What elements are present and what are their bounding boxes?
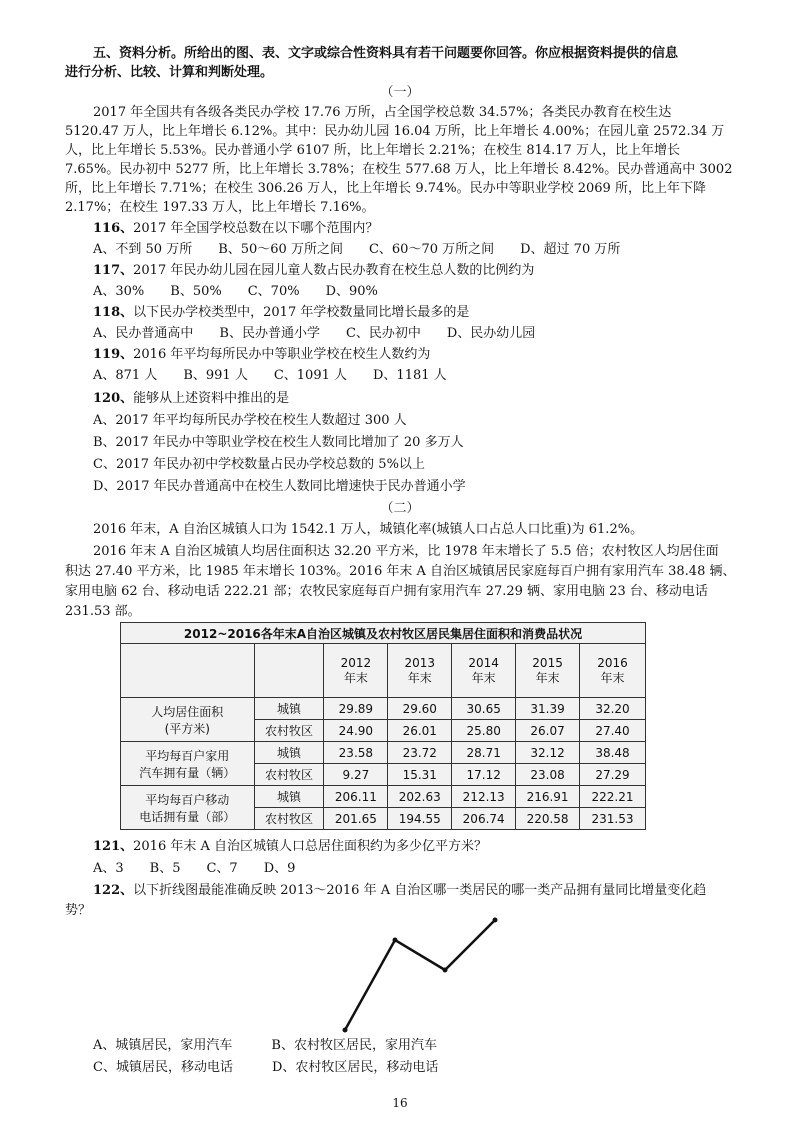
- table-cell: 26.07: [516, 720, 580, 742]
- question-118: [93, 304, 469, 322]
- table-cell: 17.12: [452, 764, 516, 786]
- year-label: 2013: [404, 655, 436, 670]
- table-cell: 29.60: [388, 698, 452, 720]
- table-cell: 32.20: [580, 698, 646, 720]
- part1-para-line: 2.17%；在校生 197.33 万人，比上年增长 7.16%。: [65, 200, 375, 215]
- row-group-label: [121, 786, 255, 830]
- table-cell: 216.91: [516, 786, 580, 808]
- table-cell: 31.39: [516, 698, 580, 720]
- part1-para-line: 7.65%。民办初中 5277 所，比上年增长 3.78%；在校生 577.68 万人，比上年增长 8.42%。民办普通高中 3002: [65, 162, 733, 177]
- trend-line-chart: [330, 910, 510, 1040]
- part2-para1: 2016 年末，A 自治区城镇人口为 1542.1 万人，城镇化率(城镇人口占总人口比重)为 61.2%。: [93, 522, 644, 537]
- table-cell: 220.58: [516, 808, 580, 830]
- part2-para-line: 积达 27.40 平方米，比 1985 年末增长 103%。2016 年末 A 自治区城镇居民家庭每百户拥有家用汽车 38.48 辆、: [65, 564, 736, 579]
- table-header-year: [452, 644, 516, 698]
- question-122-options-row1: A、城镇居民，家用汽车 B、农村牧区居民，家用汽车: [93, 1038, 437, 1053]
- year-suffix: 年末: [407, 670, 432, 685]
- table-cell: 23.08: [516, 764, 580, 786]
- row-sub-label: 城镇: [254, 786, 324, 808]
- table-cell: 201.65: [324, 808, 388, 830]
- question-number: 119、: [93, 347, 134, 362]
- question-116-options: A、不到 50 万所 B、50～60 万所之间 C、60～70 万所之间 D、超过 70 万所: [93, 242, 621, 257]
- year-suffix: 年末: [600, 670, 625, 685]
- year-label: 2015: [532, 655, 563, 670]
- table-cell: 23.58: [324, 742, 388, 764]
- trend-point: [343, 1028, 348, 1033]
- year-suffix: 年末: [343, 670, 368, 685]
- table-cell: 9.27: [324, 764, 388, 786]
- row-group-label: [121, 742, 255, 786]
- question-text: 能够从上述资料中推出的是: [133, 391, 290, 406]
- table-header-year: [388, 644, 452, 698]
- table-header-year: [580, 644, 646, 698]
- table-header-empty: [121, 644, 255, 698]
- year-suffix: 年末: [535, 670, 560, 685]
- row-group-line: 平均每百户家用: [145, 748, 230, 763]
- table-cell: 194.55: [388, 808, 452, 830]
- trend-point: [493, 918, 498, 923]
- table-cell: 212.13: [452, 786, 516, 808]
- question-number: 117、: [93, 263, 134, 278]
- part1-para-line: 人，比上年增长 5.53%。民办普通小学 6107 所，比上年增长 2.21%；在校生 814.17 万人，比上年增长: [65, 143, 680, 158]
- table-cell: 27.40: [580, 720, 646, 742]
- question-text: 2016 年末 A 自治区城镇人口总居住面积约为多少亿平方米？: [133, 839, 488, 854]
- table-header-row: [121, 644, 646, 698]
- table-header-year: [516, 644, 580, 698]
- row-group-line: 平均每百户移动: [145, 792, 230, 807]
- question-122: [93, 882, 706, 900]
- question-120: [93, 390, 289, 408]
- table-cell: 29.89: [324, 698, 388, 720]
- trend-point: [393, 938, 398, 943]
- year-label: 2016: [597, 655, 628, 670]
- table-cell: 38.48: [580, 742, 646, 764]
- section-header-line1: 五、资料分析。所给出的图、表、文字或综合性资料具有若干问题要你回答。你应根据资料提供的信息: [93, 46, 679, 61]
- question-121-options: A、3 B、5 C、7 D、9: [93, 861, 296, 876]
- row-sub-label: 城镇: [254, 742, 324, 764]
- row-sub-label: 农村牧区: [254, 720, 324, 742]
- table-row: [121, 786, 646, 808]
- question-number: 121、: [93, 839, 134, 854]
- year-label: 2014: [468, 655, 499, 670]
- part2-para-line: 231.53 部。: [65, 604, 141, 619]
- trend-line: [345, 920, 495, 1030]
- question-120-option-b: B、2017 年民办中等职业学校在校生人数同比增加了 20 多万人: [93, 435, 464, 450]
- statistics-table: [120, 622, 646, 830]
- part1-label: （一）: [380, 85, 420, 100]
- question-number: 120、: [93, 391, 134, 406]
- question-text: 2017 年全国学校总数在以下哪个范围内？: [133, 221, 379, 236]
- table-cell: 28.71: [452, 742, 516, 764]
- question-text: 2016 年平均每所民办中等职业学校在校生人数约为: [133, 347, 431, 362]
- part2-para-line: 2016 年末 A 自治区城镇人均居住面积达 32.20 平方米，比 1978 年末增长了 5.5 倍；农村牧区人均居住面: [93, 544, 719, 559]
- table-cell: 222.21: [580, 786, 646, 808]
- row-group-line: 人均居住面积: [151, 704, 224, 719]
- question-122-text-continued: 势？: [65, 903, 92, 918]
- table-cell: 202.63: [388, 786, 452, 808]
- question-text: 以下民办学校类型中，2017 年学校数量同比增长最多的是: [133, 305, 470, 320]
- row-group-line: (平方米): [164, 721, 210, 736]
- table-cell: 27.29: [580, 764, 646, 786]
- part1-para-line: 2017 年全国共有各级各类民办学校 17.76 万所，占全国学校总数 34.57%；各类民办教育在校生达: [93, 105, 672, 120]
- row-group-line: 电话拥有量（部）: [139, 809, 236, 824]
- part2-para-line: 家用电脑 62 台、移动电话 222.21 部；农牧民家庭每百户拥有家用汽车 27.29 辆、家用电脑 23 台、移动电话: [65, 584, 708, 599]
- part1-para-line: 所，比上年增长 7.71%；在校生 306.26 万人，比上年增长 9.74%。民办中等职业学校 2069 所，比上年下降: [65, 181, 706, 196]
- row-sub-label: 农村牧区: [254, 764, 324, 786]
- question-118-options: A、民办普通高中 B、民办普通小学 C、民办初中 D、民办幼儿园: [93, 326, 536, 341]
- table-title: 2012~2016各年末A自治区城镇及农村牧区居民集居住面积和消费品状况: [121, 623, 646, 644]
- question-text: 2017 年民办幼儿园在园儿童人数占民办教育在校生总人数的比例约为: [133, 263, 535, 278]
- row-sub-label: 农村牧区: [254, 808, 324, 830]
- trend-point: [443, 968, 448, 973]
- question-119-options: A、871 人 B、991 人 C、1091 人 D、1181 人: [93, 368, 447, 383]
- table-header-year: [324, 644, 388, 698]
- question-number: 116、: [93, 221, 134, 236]
- table-cell: 25.80: [452, 720, 516, 742]
- question-number: 122、: [93, 883, 134, 898]
- part1-para-line: 5120.47 万人，比上年增长 6.12%。其中：民办幼儿园 16.04 万所，比上年增长 4.00%；在园儿童 2572.34 万: [65, 124, 725, 139]
- page-number: 16: [392, 1096, 408, 1110]
- question-119: [93, 346, 430, 364]
- table-cell: 24.90: [324, 720, 388, 742]
- table-cell: 206.11: [324, 786, 388, 808]
- row-group-line: 汽车拥有量（辆）: [139, 765, 236, 780]
- table-cell: 30.65: [452, 698, 516, 720]
- question-122-options-row2: C、城镇居民，移动电话 D、农村牧区居民，移动电话: [93, 1060, 439, 1075]
- section-header-line2: 进行分析、比较、计算和判断处理。: [65, 65, 274, 80]
- question-116: [93, 220, 378, 238]
- question-120-option-d: D、2017 年民办普通高中在校生人数同比增速快于民办普通小学: [93, 479, 466, 494]
- question-117: [93, 262, 534, 280]
- row-sub-label: 城镇: [254, 698, 324, 720]
- question-text: 以下折线图最能准确反映 2013～2016 年 A 自治区哪一类居民的哪一类产品拥有量同比增量变化趋: [133, 883, 707, 898]
- table-cell: 231.53: [580, 808, 646, 830]
- table-cell: 23.72: [388, 742, 452, 764]
- question-121: [93, 838, 487, 856]
- question-120-option-a: A、2017 年平均每所民办学校在校生人数超过 300 人: [93, 413, 407, 428]
- table-row: [121, 698, 646, 720]
- table-cell: 206.74: [452, 808, 516, 830]
- question-number: 118、: [93, 305, 134, 320]
- part2-label: （二）: [380, 501, 420, 516]
- table-cell: 32.12: [516, 742, 580, 764]
- table-header-empty: [254, 644, 324, 698]
- year-label: 2012: [340, 655, 372, 670]
- question-120-option-c: C、2017 年民办初中学校数量占民办学校总数的 5%以上: [93, 457, 425, 472]
- table-row: [121, 742, 646, 764]
- year-suffix: 年末: [471, 670, 496, 685]
- row-group-label: [121, 698, 255, 742]
- table-cell: 26.01: [388, 720, 452, 742]
- table-cell: 15.31: [388, 764, 452, 786]
- question-117-options: A、30% B、50% C、70% D、90%: [93, 284, 378, 299]
